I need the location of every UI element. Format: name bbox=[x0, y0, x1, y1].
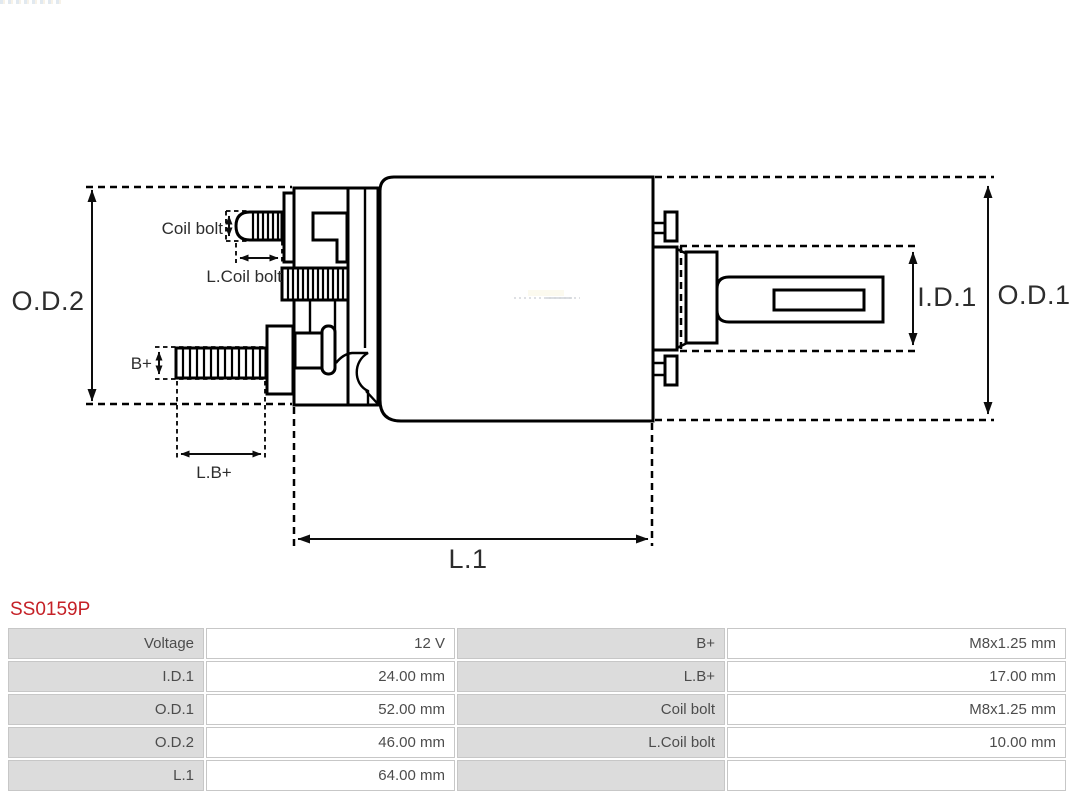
coil-bolt-tab bbox=[284, 193, 294, 262]
terminal-stud-top bbox=[665, 212, 677, 241]
spec-label: O.D.2 bbox=[8, 727, 204, 758]
spec-label: L.Coil bolt bbox=[457, 727, 725, 758]
l-coil-bolt-label: L.Coil bolt bbox=[206, 267, 282, 286]
spec-value: 10.00 mm bbox=[727, 727, 1066, 758]
lb-plus-label: L.B+ bbox=[196, 463, 232, 482]
spec-value: 52.00 mm bbox=[206, 694, 455, 725]
solenoid-main-body bbox=[380, 177, 653, 421]
spec-label: B+ bbox=[457, 628, 725, 659]
spec-label: I.D.1 bbox=[8, 661, 204, 692]
spec-value: 17.00 mm bbox=[727, 661, 1066, 692]
spec-value bbox=[727, 760, 1066, 791]
b-plus-nut bbox=[267, 326, 293, 394]
b-plus-label: B+ bbox=[130, 354, 152, 373]
spec-value: 12 V bbox=[206, 628, 455, 659]
bracket-plate-outer bbox=[348, 188, 378, 405]
spec-label: L.1 bbox=[8, 760, 204, 791]
spec-label: O.D.1 bbox=[8, 694, 204, 725]
part-number: SS0159P bbox=[10, 599, 91, 620]
plunger-flange bbox=[686, 252, 717, 343]
spec-label: L.B+ bbox=[457, 661, 725, 692]
plunger-slot bbox=[774, 290, 864, 310]
spec-label bbox=[457, 760, 725, 791]
spec-label: Coil bolt bbox=[457, 694, 725, 725]
l1-label: L.1 bbox=[448, 544, 488, 574]
terminal-stud-bottom bbox=[665, 356, 677, 385]
solenoid-drawing bbox=[176, 177, 883, 421]
spec-table bbox=[8, 628, 1066, 791]
spec-value: 46.00 mm bbox=[206, 727, 455, 758]
id1-label: I.D.1 bbox=[917, 282, 977, 312]
b-plus-pin bbox=[295, 333, 324, 368]
spec-value: 24.00 mm bbox=[206, 661, 455, 692]
od2-label: O.D.2 bbox=[11, 286, 85, 316]
spec-label: Voltage bbox=[8, 628, 204, 659]
b-plus-washer bbox=[322, 326, 335, 374]
spec-value: M8x1.25 mm bbox=[727, 628, 1066, 659]
spec-value: M8x1.25 mm bbox=[727, 694, 1066, 725]
plunger-collar bbox=[653, 247, 677, 350]
coil-bolt-label: Coil bolt bbox=[161, 219, 223, 238]
spec-value: 64.00 mm bbox=[206, 760, 455, 791]
od1-label: O.D.1 bbox=[997, 280, 1071, 310]
